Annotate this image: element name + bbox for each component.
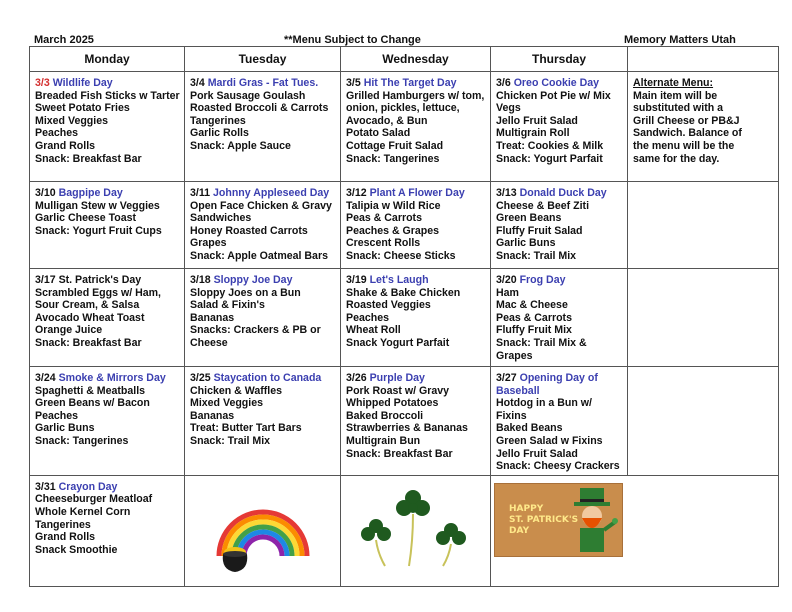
st-patricks-card-cell (491, 475, 779, 586)
menu-item: Fluffy Fruit Salad (496, 224, 583, 237)
day-theme-title (496, 274, 623, 287)
menu-item: Mixed Veggies (190, 397, 264, 410)
day-date: 3/20 (496, 274, 517, 286)
menu-item: Potato Salad (346, 127, 411, 140)
menu-item: Roasted Veggies (346, 299, 431, 312)
menu-item: Talipia w Wild Rice (346, 199, 441, 212)
menu-item: Snack: Trail Mix (190, 434, 271, 447)
day-cell (30, 182, 185, 269)
menu-item: Sandwiches (190, 212, 252, 225)
empty-cell (628, 269, 779, 367)
empty-cell (628, 367, 779, 476)
menu-item: Shake & Bake Chicken (346, 286, 461, 299)
day-theme-title (346, 77, 486, 90)
menu-item: Jello Fruit Salad (496, 114, 578, 127)
day-header-thursday: Thursday (491, 47, 628, 72)
menu-disclaimer: **Menu Subject to Change (284, 34, 421, 46)
day-theme-title (346, 274, 486, 287)
menu-item: Garlic Rolls (190, 127, 249, 140)
day-theme: Frog Day (519, 274, 566, 286)
day-date: 3/12 (346, 187, 367, 199)
day-date: 3/5 (346, 77, 361, 89)
menu-item: Bananas (190, 311, 235, 324)
month-year-label: March 2025 (34, 34, 94, 46)
menu-item: Peaches (346, 311, 389, 324)
day-cell (341, 182, 491, 269)
menu-item: Mulligan Stew w Veggies (35, 199, 160, 212)
day-cell (185, 72, 341, 182)
menu-item: Whole Kernel Corn (35, 505, 131, 518)
menu-item: Fluffy Fruit Mix (496, 324, 572, 337)
menu-item: Breaded Fish Sticks w Tarter (35, 89, 180, 102)
menu-item: Grand Rolls (35, 531, 96, 544)
menu-item: Cheese & Beef Ziti (496, 199, 590, 212)
menu-item: Orange Juice (35, 324, 103, 337)
day-header-monday: Monday (30, 47, 185, 72)
day-theme: St. Patrick's Day (58, 274, 142, 286)
menu-item: Cheese (190, 336, 228, 349)
day-header-wednesday: Wednesday (341, 47, 491, 72)
card-line-2: ST. PATRICK'S (509, 514, 579, 525)
menu-item: Snack: Apple Oatmeal Bars (190, 249, 328, 262)
menu-item: Garlic Cheese Toast (35, 212, 137, 225)
menu-item: Sloppy Joes on a Bun (190, 286, 301, 299)
day-cell (185, 367, 341, 476)
menu-items (190, 90, 336, 153)
day-theme: Staycation to Canada (213, 372, 322, 384)
day-theme: Oreo Cookie Day (513, 77, 600, 89)
menu-items (190, 385, 336, 448)
menu-item: Garlic Buns (496, 237, 556, 250)
menu-item: Snack: Tangerines (35, 434, 129, 447)
menu-item: Treat: Butter Tart Bars (190, 422, 302, 435)
day-theme: Smoke & Mirrors Day (58, 372, 166, 384)
menu-items (35, 90, 180, 166)
menu-item: Green Salad w Fixins (496, 434, 603, 447)
menu-item: Pork Sausage Goulash (190, 89, 306, 102)
day-cell (185, 269, 341, 367)
menu-item: Chicken & Waffles (190, 384, 283, 397)
week-row-2 (30, 182, 779, 269)
card-line-3: DAY (509, 525, 530, 536)
day-date: 3/10 (35, 187, 56, 199)
menu-item: Avocado, & Bun (346, 114, 428, 127)
menu-item: Grapes (190, 237, 227, 250)
day-theme: Crayon Day (58, 480, 118, 493)
rainbow-cell (185, 475, 341, 586)
menu-items (346, 200, 486, 263)
menu-item: Peas & Carrots (346, 212, 422, 225)
day-theme-title (35, 481, 180, 494)
menu-items (496, 287, 623, 363)
menu-item: Snack Smoothie (35, 543, 118, 556)
menu-item: Chicken Pot Pie w/ Mix (496, 89, 611, 102)
menu-items (35, 493, 180, 556)
menu-item: Hotdog in a Bun w/ Fixins (496, 397, 592, 422)
menu-item: Peaches (35, 127, 78, 140)
day-theme-title (190, 187, 336, 200)
day-theme-title (35, 274, 180, 287)
card-line-1: HAPPY (509, 503, 544, 514)
day-cell (30, 367, 185, 476)
week-row-1 (30, 72, 779, 182)
day-cell (491, 269, 628, 367)
day-theme: Donald Duck Day (519, 187, 607, 199)
st-patricks-card (494, 483, 623, 557)
menu-item: Tangerines (190, 114, 246, 127)
menu-item: Roasted Broccoli & Carrots (190, 102, 329, 115)
week-row-5 (30, 475, 779, 586)
menu-item: Spaghetti & Meatballs (35, 384, 146, 397)
menu-item: Whipped Potatoes (346, 397, 439, 410)
day-date: 3/3 (35, 77, 50, 89)
menu-items (346, 287, 486, 350)
menu-item: Snack: Cheesy Crackers (496, 460, 620, 473)
menu-item: Sour Cream, & Salsa (35, 299, 140, 312)
menu-item: Ham (496, 286, 519, 299)
menu-item: Open Face Chicken & Gravy (190, 199, 332, 212)
menu-item: Avocado Wheat Toast (35, 311, 145, 324)
day-theme: Purple Day (369, 372, 425, 384)
menu-item: Grapes (496, 349, 533, 362)
day-date: 3/17 (35, 274, 56, 286)
day-theme: Hit The Target Day (363, 77, 457, 89)
menu-item: Treat: Cookies & Milk (496, 139, 604, 152)
day-cell (341, 72, 491, 182)
day-date: 3/4 (190, 77, 205, 89)
menu-item: Baked Broccoli (346, 409, 424, 422)
menu-items (496, 90, 623, 166)
day-theme-title (35, 187, 180, 200)
day-theme-title (190, 274, 336, 287)
menu-items (496, 200, 623, 263)
day-date: 3/31 (35, 480, 56, 493)
day-cell (341, 269, 491, 367)
menu-calendar (29, 46, 779, 587)
day-theme: Johnny Appleseed Day (213, 187, 330, 199)
shamrocks-icon (351, 486, 481, 576)
menu-item: Vegs (496, 102, 521, 115)
day-header-blank (628, 47, 779, 72)
menu-item: Snacks: Crackers & PB or (190, 324, 321, 337)
alternate-menu-line: Sandwich. Balance of (633, 127, 742, 140)
menu-item: onion, pickles, lettuce, (346, 102, 460, 115)
menu-item: Snack: Breakfast Bar (346, 447, 453, 460)
menu-item: Jello Fruit Salad (496, 447, 578, 460)
day-cell (491, 182, 628, 269)
menu-item: Snack: Cheese Sticks (346, 249, 456, 262)
menu-item: Snack: Breakfast Bar (35, 336, 142, 349)
day-date: 3/24 (35, 372, 56, 384)
menu-item: Crescent Rolls (346, 237, 421, 250)
menu-items (496, 397, 623, 473)
alternate-menu-cell (628, 72, 779, 182)
day-header-tuesday: Tuesday (185, 47, 341, 72)
day-theme: Opening Day of Baseball (496, 372, 598, 397)
menu-item: Peaches & Grapes (346, 224, 440, 237)
menu-item: Strawberries & Bananas (346, 422, 468, 435)
day-date: 3/13 (496, 187, 517, 199)
day-cell (491, 367, 628, 476)
day-date: 3/11 (190, 187, 211, 199)
menu-items (35, 385, 180, 448)
menu-items (346, 90, 486, 166)
menu-item: Tangerines (35, 518, 91, 531)
menu-item: Salad & Fixin's (190, 299, 265, 312)
day-date: 3/27 (496, 372, 517, 384)
day-theme: Plant A Flower Day (369, 187, 465, 199)
day-date: 3/18 (190, 274, 211, 286)
menu-item: Scrambled Eggs w/ Ham, (35, 286, 161, 299)
menu-item: Cheeseburger Meatloaf (35, 493, 153, 506)
alternate-menu-line: Grill Cheese or PB&J (633, 114, 740, 127)
menu-item: Snack: Trail Mix & (496, 336, 587, 349)
menu-item: Garlic Buns (35, 422, 95, 435)
menu-item: Wheat Roll (346, 324, 401, 337)
day-date: 3/26 (346, 372, 367, 384)
menu-item: Peaches (35, 409, 78, 422)
day-date: 3/6 (496, 77, 511, 89)
day-theme: Sloppy Joe Day (213, 274, 293, 286)
day-header-row (30, 47, 779, 72)
week-row-3 (30, 269, 779, 367)
shamrock-cell (341, 475, 491, 586)
alternate-menu-line: Main item will be (633, 89, 718, 102)
menu-items (190, 287, 336, 350)
menu-items (346, 385, 486, 461)
day-cell (185, 182, 341, 269)
menu-item: Cottage Fruit Salad (346, 139, 444, 152)
day-theme: Let's Laugh (369, 274, 429, 286)
menu-item: Sweet Potato Fries (35, 102, 130, 115)
menu-item: Mac & Cheese (496, 299, 568, 312)
menu-item: Snack: Apple Sauce (190, 139, 291, 152)
day-theme-title (496, 77, 623, 90)
organization-name: Memory Matters Utah (624, 34, 736, 46)
menu-item: Pork Roast w/ Gravy (346, 384, 450, 397)
alternate-menu-title: Alternate Menu: (633, 77, 714, 89)
leprechaun-icon (568, 486, 618, 554)
day-theme-title (346, 372, 486, 385)
day-date: 3/19 (346, 274, 367, 286)
menu-item: Snack: Trail Mix (496, 249, 577, 262)
day-theme-title (346, 187, 486, 200)
day-theme: Wildlife Day (52, 77, 113, 89)
day-theme-title (35, 372, 180, 385)
menu-items (35, 287, 180, 350)
menu-item: Snack: Yogurt Fruit Cups (35, 224, 162, 237)
menu-item: Snack: Breakfast Bar (35, 152, 142, 165)
menu-items (35, 200, 180, 238)
day-theme-title (35, 77, 180, 90)
menu-item: Green Beans w/ Bacon (35, 397, 150, 410)
menu-items (190, 200, 336, 263)
day-theme-title (496, 187, 623, 200)
day-theme-title (190, 372, 336, 385)
menu-item: Mixed Veggies (35, 114, 109, 127)
menu-item: Multigrain Bun (346, 434, 421, 447)
menu-item: Snack: Yogurt Parfait (496, 152, 603, 165)
day-theme-title (496, 372, 623, 397)
menu-item: Bananas (190, 409, 235, 422)
menu-item: Snack Yogurt Parfait (346, 336, 450, 349)
empty-cell (628, 182, 779, 269)
day-cell (30, 72, 185, 182)
menu-item: Peas & Carrots (496, 311, 572, 324)
menu-item: Baked Beans (496, 422, 563, 435)
alternate-menu-line: substituted with a (633, 102, 724, 115)
menu-item: Honey Roasted Carrots (190, 224, 308, 237)
day-cell (30, 475, 185, 586)
alternate-menu-line: the menu will be the (633, 139, 735, 152)
week-row-4 (30, 367, 779, 476)
day-theme-title (190, 77, 336, 90)
day-cell (491, 72, 628, 182)
menu-item: Multigrain Roll (496, 127, 570, 140)
day-date: 3/25 (190, 372, 211, 384)
rainbow-pot-of-gold-icon (213, 486, 313, 576)
menu-item: Snack: Tangerines (346, 152, 440, 165)
alternate-menu-line: same for the day. (633, 152, 720, 165)
menu-item: Grilled Hamburgers w/ tom, (346, 89, 485, 102)
day-cell (30, 269, 185, 367)
menu-item: Green Beans (496, 212, 562, 225)
menu-item: Grand Rolls (35, 139, 96, 152)
day-theme: Mardi Gras - Fat Tues. (207, 77, 319, 89)
day-cell (341, 367, 491, 476)
day-theme: Bagpipe Day (58, 187, 123, 199)
